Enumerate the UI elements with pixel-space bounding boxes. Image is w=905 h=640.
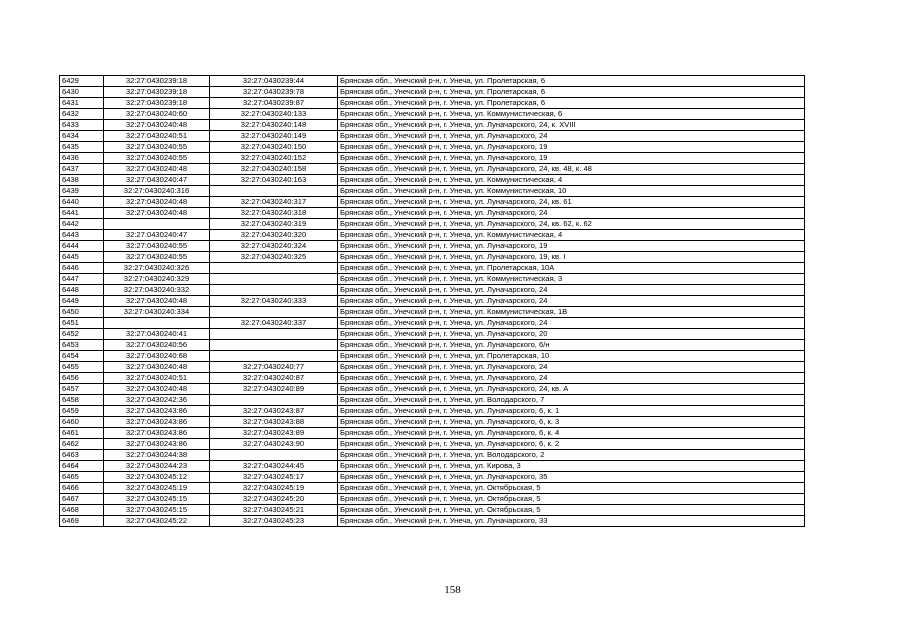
address-cell: Брянская обл., Унечский р-н, г. Унеча, ул. Луначарского, 24 xyxy=(338,208,805,219)
address-cell: Брянская обл., Унечский р-н, г. Унеча, ул. Пролетарская, 6 xyxy=(338,98,805,109)
cadastral-number-cell: 32:27:0430240:148 xyxy=(210,120,338,131)
table-row xyxy=(60,318,805,329)
parent-cadastral-cell: 32:27:0430240:329 xyxy=(104,274,210,285)
cadastral-number-cell: 32:27:0430243:89 xyxy=(210,428,338,439)
cadastral-number-cell: 32:27:0430240:319 xyxy=(210,219,338,230)
cadastral-number-cell: 32:27:0430240:158 xyxy=(210,164,338,175)
table-row xyxy=(60,472,805,483)
table-row xyxy=(60,329,805,340)
parent-cadastral-cell: 32:27:0430239:18 xyxy=(104,98,210,109)
cadastral-number-cell: 32:27:0430240:149 xyxy=(210,131,338,142)
parent-cadastral-cell xyxy=(104,318,210,329)
table-row xyxy=(60,109,805,120)
address-cell: Брянская обл., Унечский р-н, г. Унеча, ул. Пролетарская, 10А xyxy=(338,263,805,274)
table-row xyxy=(60,219,805,230)
row-number-cell: 6465 xyxy=(60,472,104,483)
cadastral-number-cell: 32:27:0430240:133 xyxy=(210,109,338,120)
row-number-cell: 6441 xyxy=(60,208,104,219)
parent-cadastral-cell: 32:27:0430240:47 xyxy=(104,175,210,186)
table-row xyxy=(60,186,805,197)
row-number-cell: 6434 xyxy=(60,131,104,142)
table-row xyxy=(60,87,805,98)
cadastral-number-cell: 32:27:0430240:337 xyxy=(210,318,338,329)
address-cell: Брянская обл., Унечский р-н, г. Унеча, ул. Коммунистическая, 10 xyxy=(338,186,805,197)
row-number-cell: 6455 xyxy=(60,362,104,373)
row-number-cell: 6439 xyxy=(60,186,104,197)
row-number-cell: 6443 xyxy=(60,230,104,241)
row-number-cell: 6432 xyxy=(60,109,104,120)
table-row xyxy=(60,406,805,417)
parent-cadastral-cell: 32:27:0430242:36 xyxy=(104,395,210,406)
address-cell: Брянская обл., Унечский р-н, г. Унеча, ул. Коммунистическая, 3 xyxy=(338,274,805,285)
row-number-cell: 6445 xyxy=(60,252,104,263)
parent-cadastral-cell: 32:27:0430240:41 xyxy=(104,329,210,340)
address-cell: Брянская обл., Унечский р-н, г. Унеча, ул. Луначарского, 24, кв. 61 xyxy=(338,197,805,208)
row-number-cell: 6437 xyxy=(60,164,104,175)
cadastral-number-cell xyxy=(210,395,338,406)
cadastral-number-cell xyxy=(210,340,338,351)
row-number-cell: 6459 xyxy=(60,406,104,417)
parent-cadastral-cell: 32:27:0430240:55 xyxy=(104,142,210,153)
parent-cadastral-cell: 32:27:0430240:326 xyxy=(104,263,210,274)
address-cell: Брянская обл., Унечский р-н, г. Унеча, ул. Луначарского, 6, к. 1 xyxy=(338,406,805,417)
cadastral-number-cell xyxy=(210,274,338,285)
parent-cadastral-cell: 32:27:0430240:332 xyxy=(104,285,210,296)
cadastral-number-cell: 32:27:0430240:150 xyxy=(210,142,338,153)
row-number-cell: 6442 xyxy=(60,219,104,230)
table-row xyxy=(60,351,805,362)
table-row xyxy=(60,230,805,241)
table-row xyxy=(60,439,805,450)
address-cell: Брянская обл., Унечский р-н, г. Унеча, ул. Луначарского, 33 xyxy=(338,516,805,527)
parent-cadastral-cell: 32:27:0430244:38 xyxy=(104,450,210,461)
cadastral-number-cell xyxy=(210,307,338,318)
table-row xyxy=(60,98,805,109)
row-number-cell: 6456 xyxy=(60,373,104,384)
row-number-cell: 6447 xyxy=(60,274,104,285)
row-number-cell: 6457 xyxy=(60,384,104,395)
table-row xyxy=(60,373,805,384)
row-number-cell: 6449 xyxy=(60,296,104,307)
table-row xyxy=(60,494,805,505)
cadastral-number-cell: 32:27:0430243:90 xyxy=(210,439,338,450)
table-row xyxy=(60,340,805,351)
page-number: 158 xyxy=(444,584,461,596)
table-row xyxy=(60,516,805,527)
table-row xyxy=(60,362,805,373)
cadastral-number-cell: 32:27:0430240:87 xyxy=(210,373,338,384)
table-row xyxy=(60,285,805,296)
row-number-cell: 6450 xyxy=(60,307,104,318)
cadastral-number-cell xyxy=(210,285,338,296)
parent-cadastral-cell: 32:27:0430240:48 xyxy=(104,362,210,373)
cadastral-number-cell xyxy=(210,186,338,197)
table-row xyxy=(60,263,805,274)
cadastral-number-cell: 32:27:0430245:20 xyxy=(210,494,338,505)
address-cell: Брянская обл., Унечский р-н, г. Унеча, ул. Октябрьская, 5 xyxy=(338,494,805,505)
table-row xyxy=(60,395,805,406)
address-cell: Брянская обл., Унечский р-н, г. Унеча, ул. Октябрьская, 5 xyxy=(338,483,805,494)
address-cell: Брянская обл., Унечский р-н, г. Унеча, ул. Луначарского, 20 xyxy=(338,329,805,340)
address-cell: Брянская обл., Унечский р-н, г. Унеча, ул. Луначарского, 19 xyxy=(338,142,805,153)
cadastral-number-cell: 32:27:0430240:89 xyxy=(210,384,338,395)
table-row xyxy=(60,384,805,395)
parent-cadastral-cell: 32:27:0430243:86 xyxy=(104,417,210,428)
table-row xyxy=(60,461,805,472)
row-number-cell: 6466 xyxy=(60,483,104,494)
cadastral-number-cell: 32:27:0430240:317 xyxy=(210,197,338,208)
address-cell: Брянская обл., Унечский р-н, г. Унеча, ул. Пролетарская, 6 xyxy=(338,76,805,87)
cadastral-number-cell: 32:27:0430245:19 xyxy=(210,483,338,494)
row-number-cell: 6430 xyxy=(60,87,104,98)
table-row xyxy=(60,153,805,164)
table-row xyxy=(60,164,805,175)
cadastral-number-cell: 32:27:0430243:88 xyxy=(210,417,338,428)
address-cell: Брянская обл., Унечский р-н, г. Унеча, ул. Октябрьская, 5 xyxy=(338,505,805,516)
row-number-cell: 6461 xyxy=(60,428,104,439)
property-registry-table xyxy=(59,75,805,527)
cadastral-number-cell xyxy=(210,263,338,274)
parent-cadastral-cell: 32:27:0430240:48 xyxy=(104,164,210,175)
address-cell: Брянская обл., Унечский р-н, г. Унеча, ул. Пролетарская, 6 xyxy=(338,87,805,98)
parent-cadastral-cell: 32:27:0430245:15 xyxy=(104,505,210,516)
address-cell: Брянская обл., Унечский р-н, г. Унеча, ул. Луначарского, 24, кв. А xyxy=(338,384,805,395)
table-row xyxy=(60,274,805,285)
parent-cadastral-cell: 32:27:0430245:12 xyxy=(104,472,210,483)
address-cell: Брянская обл., Унечский р-н, г. Унеча, ул. Коммунистическая, 6 xyxy=(338,109,805,120)
parent-cadastral-cell: 32:27:0430240:51 xyxy=(104,373,210,384)
table-row xyxy=(60,120,805,131)
parent-cadastral-cell: 32:27:0430240:48 xyxy=(104,384,210,395)
address-cell: Брянская обл., Унечский р-н, г. Унеча, ул. Луначарского, 6, к. 2 xyxy=(338,439,805,450)
parent-cadastral-cell: 32:27:0430244:23 xyxy=(104,461,210,472)
cadastral-number-cell: 32:27:0430240:320 xyxy=(210,230,338,241)
address-cell: Брянская обл., Унечский р-н, г. Унеча, ул. Луначарского, 24 xyxy=(338,285,805,296)
address-cell: Брянская обл., Унечский р-н, г. Унеча, ул. Луначарского, 24, кв. 62, к. 62 xyxy=(338,219,805,230)
row-number-cell: 6451 xyxy=(60,318,104,329)
address-cell: Брянская обл., Унечский р-н, г. Унеча, ул. Луначарского, 24 xyxy=(338,131,805,142)
cadastral-number-cell: 32:27:0430240:163 xyxy=(210,175,338,186)
table-row xyxy=(60,483,805,494)
address-cell: Брянская обл., Унечский р-н, г. Унеча, ул. Володарского, 7 xyxy=(338,395,805,406)
parent-cadastral-cell: 32:27:0430245:22 xyxy=(104,516,210,527)
row-number-cell: 6462 xyxy=(60,439,104,450)
cadastral-number-cell xyxy=(210,329,338,340)
cadastral-number-cell xyxy=(210,351,338,362)
parent-cadastral-cell: 32:27:0430243:86 xyxy=(104,406,210,417)
table-row xyxy=(60,131,805,142)
parent-cadastral-cell: 32:27:0430240:60 xyxy=(104,109,210,120)
parent-cadastral-cell: 32:27:0430240:51 xyxy=(104,131,210,142)
row-number-cell: 6431 xyxy=(60,98,104,109)
row-number-cell: 6454 xyxy=(60,351,104,362)
table-row xyxy=(60,142,805,153)
parent-cadastral-cell: 32:27:0430239:18 xyxy=(104,76,210,87)
parent-cadastral-cell: 32:27:0430239:18 xyxy=(104,87,210,98)
cadastral-number-cell: 32:27:0430239:78 xyxy=(210,87,338,98)
cadastral-number-cell: 32:27:0430240:333 xyxy=(210,296,338,307)
parent-cadastral-cell: 32:27:0430240:48 xyxy=(104,197,210,208)
cadastral-number-cell: 32:27:0430239:44 xyxy=(210,76,338,87)
address-cell: Брянская обл., Унечский р-н, г. Унеча, ул. Луначарского, 24 xyxy=(338,362,805,373)
cadastral-number-cell: 32:27:0430240:318 xyxy=(210,208,338,219)
table-row xyxy=(60,417,805,428)
row-number-cell: 6440 xyxy=(60,197,104,208)
address-cell: Брянская обл., Унечский р-н, г. Унеча, ул. Луначарского, 35 xyxy=(338,472,805,483)
cadastral-number-cell: 32:27:0430240:324 xyxy=(210,241,338,252)
address-cell: Брянская обл., Унечский р-н, г. Унеча, ул. Коммунистическая, 1В xyxy=(338,307,805,318)
row-number-cell: 6468 xyxy=(60,505,104,516)
parent-cadastral-cell: 32:27:0430245:19 xyxy=(104,483,210,494)
address-cell: Брянская обл., Унечский р-н, г. Унеча, ул. Луначарского, 24, к. XVIII xyxy=(338,120,805,131)
row-number-cell: 6438 xyxy=(60,175,104,186)
parent-cadastral-cell: 32:27:0430240:316 xyxy=(104,186,210,197)
address-cell: Брянская обл., Унечский р-н, г. Унеча, ул. Луначарского, 24 xyxy=(338,296,805,307)
row-number-cell: 6444 xyxy=(60,241,104,252)
parent-cadastral-cell xyxy=(104,219,210,230)
cadastral-number-cell: 32:27:0430240:77 xyxy=(210,362,338,373)
cadastral-number-cell: 32:27:0430244:45 xyxy=(210,461,338,472)
parent-cadastral-cell: 32:27:0430240:48 xyxy=(104,296,210,307)
table-row xyxy=(60,197,805,208)
row-number-cell: 6460 xyxy=(60,417,104,428)
table-row xyxy=(60,450,805,461)
table-row xyxy=(60,241,805,252)
address-cell: Брянская обл., Унечский р-н, г. Унеча, ул. Луначарского, 24 xyxy=(338,373,805,384)
address-cell: Брянская обл., Унечский р-н, г. Унеча, ул. Луначарского, 6, к. 3 xyxy=(338,417,805,428)
row-number-cell: 6452 xyxy=(60,329,104,340)
table-row xyxy=(60,208,805,219)
parent-cadastral-cell: 32:27:0430240:48 xyxy=(104,208,210,219)
address-cell: Брянская обл., Унечский р-н, г. Унеча, ул. Луначарского, 24, кв. 48, к. 48 xyxy=(338,164,805,175)
address-cell: Брянская обл., Унечский р-н, г. Унеча, ул. Луначарского, 6, к. 4 xyxy=(338,428,805,439)
row-number-cell: 6429 xyxy=(60,76,104,87)
parent-cadastral-cell: 32:27:0430240:68 xyxy=(104,351,210,362)
row-number-cell: 6458 xyxy=(60,395,104,406)
cadastral-number-cell: 32:27:0430245:17 xyxy=(210,472,338,483)
address-cell: Брянская обл., Унечский р-н, г. Унеча, ул. Луначарского, 19 xyxy=(338,241,805,252)
row-number-cell: 6448 xyxy=(60,285,104,296)
table-row xyxy=(60,252,805,263)
parent-cadastral-cell: 32:27:0430240:55 xyxy=(104,241,210,252)
address-cell: Брянская обл., Унечский р-н, г. Унеча, ул. Луначарского, 19 xyxy=(338,153,805,164)
row-number-cell: 6469 xyxy=(60,516,104,527)
cadastral-number-cell: 32:27:0430243:87 xyxy=(210,406,338,417)
table-row xyxy=(60,307,805,318)
parent-cadastral-cell: 32:27:0430240:47 xyxy=(104,230,210,241)
registry-table-body xyxy=(60,76,805,527)
row-number-cell: 6436 xyxy=(60,153,104,164)
row-number-cell: 6464 xyxy=(60,461,104,472)
row-number-cell: 6467 xyxy=(60,494,104,505)
address-cell: Брянская обл., Унечский р-н, г. Унеча, ул. Луначарского, 24 xyxy=(338,318,805,329)
parent-cadastral-cell: 32:27:0430240:334 xyxy=(104,307,210,318)
cadastral-number-cell: 32:27:0430240:325 xyxy=(210,252,338,263)
address-cell: Брянская обл., Унечский р-н, г. Унеча, ул. Коммунистическая, 4 xyxy=(338,175,805,186)
parent-cadastral-cell: 32:27:0430240:48 xyxy=(104,120,210,131)
parent-cadastral-cell: 32:27:0430245:15 xyxy=(104,494,210,505)
address-cell: Брянская обл., Унечский р-н, г. Унеча, ул. Кирова, 3 xyxy=(338,461,805,472)
table-row xyxy=(60,428,805,439)
cadastral-number-cell: 32:27:0430245:23 xyxy=(210,516,338,527)
cadastral-number-cell xyxy=(210,450,338,461)
cadastral-number-cell: 32:27:0430240:152 xyxy=(210,153,338,164)
cadastral-number-cell: 32:27:0430245:21 xyxy=(210,505,338,516)
cadastral-number-cell: 32:27:0430239:87 xyxy=(210,98,338,109)
parent-cadastral-cell: 32:27:0430240:56 xyxy=(104,340,210,351)
row-number-cell: 6463 xyxy=(60,450,104,461)
row-number-cell: 6433 xyxy=(60,120,104,131)
table-row xyxy=(60,505,805,516)
address-cell: Брянская обл., Унечский р-н, г. Унеча, ул. Луначарского, 19, кв. I xyxy=(338,252,805,263)
table-row xyxy=(60,296,805,307)
row-number-cell: 6446 xyxy=(60,263,104,274)
address-cell: Брянская обл., Унечский р-н, г. Унеча, ул. Коммунистическая, 4 xyxy=(338,230,805,241)
parent-cadastral-cell: 32:27:0430243:86 xyxy=(104,428,210,439)
address-cell: Брянская обл., Унечский р-н, г. Унеча, ул. Пролетарская, 10 xyxy=(338,351,805,362)
table-row xyxy=(60,175,805,186)
table-row xyxy=(60,76,805,87)
parent-cadastral-cell: 32:27:0430240:55 xyxy=(104,252,210,263)
address-cell: Брянская обл., Унечский р-н, г. Унеча, ул. Луначарского, 6/н xyxy=(338,340,805,351)
row-number-cell: 6453 xyxy=(60,340,104,351)
address-cell: Брянская обл., Унечский р-н, г. Унеча, ул. Володарского, 2 xyxy=(338,450,805,461)
parent-cadastral-cell: 32:27:0430243:86 xyxy=(104,439,210,450)
parent-cadastral-cell: 32:27:0430240:55 xyxy=(104,153,210,164)
row-number-cell: 6435 xyxy=(60,142,104,153)
